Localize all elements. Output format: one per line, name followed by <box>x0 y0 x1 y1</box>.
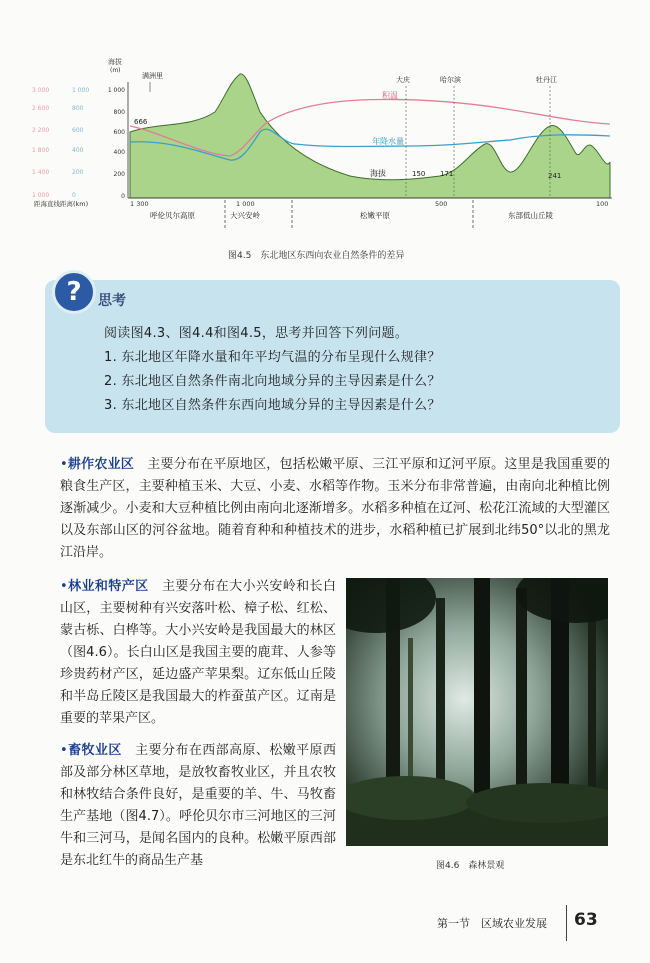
left-tick-a1: 3 000 <box>32 87 50 94</box>
think-question-1: 1. 东北地区年降水量和年平均气温的分布呈现什么规律？ <box>104 350 441 365</box>
figure-4-5-caption: 图4.5 东北地区东西向农业自然条件的差异 <box>228 251 405 261</box>
place-manzhouli: 满洲里 <box>142 72 163 80</box>
y-tick-200: 200 <box>113 171 125 178</box>
think-intro: 阅读图4.3、图4.4和图4.5，思考并回答下列问题。 <box>104 326 409 341</box>
y-tick-800: 800 <box>113 109 125 116</box>
footer-section-title: 第一节 区域农业发展 <box>437 917 547 930</box>
linye-paragraph: •林业和特产区 主要分布在大小兴安岭和长白山区，主要树种有兴安落叶松、樟子松、红松、蒙古栎、白桦等。大小兴安岭是我国最大的林区（图4.6）。长白山区是我国主要的鹿茸、人参等珍贵药材产区，延边盛产苹果梨。辽东低山丘陵和半岛丘陵区是我国最大的柞蚕茧产区。辽南是重要的苹果产区。 <box>60 579 336 726</box>
gengzuo-text: 主要分布在平原地区，包括松嫩平原、三江平原和辽河平原。这里是我国重要的粮食生产区，主要种植玉米、大豆、小麦、水稻等作物。玉米分布非常普遍，由南向北种植比例逐渐减少。小麦和大豆种植比例由南向北逐渐增多。水稻多种植在辽河、松花江流域的大型灌区以及东部山区的河谷盆地。随着育种和种植技术的进步，水稻种植已扩展到北纬50°以北的黑龙江沿岸。 <box>60 457 610 560</box>
y-unit-label: 海拔 <box>108 58 122 66</box>
page-number: 63 <box>574 910 598 930</box>
left-tick-a5: 1 400 <box>32 169 50 176</box>
think-question-3: 3. 东北地区自然条件东西向地域分异的主导因素是什么？ <box>104 398 441 413</box>
place-haerbin: 哈尔滨 <box>440 76 461 84</box>
region-dongbu: 东部低山丘陵 <box>508 211 553 220</box>
left-tick-b6: 0 <box>72 192 76 199</box>
place-daqing: 大庆 <box>396 76 410 84</box>
figure-4-5-chart <box>30 52 620 242</box>
haiba-series-label: 海拔 <box>370 169 386 178</box>
x-tick-1300: 1 300 <box>130 200 149 208</box>
think-question-2: 2. 东北地区自然条件南北向地域分异的主导因素是什么？ <box>104 374 441 389</box>
left-tick-a4: 1 800 <box>32 147 50 154</box>
left-tick-a3: 2 200 <box>32 127 50 134</box>
elev-241-label: 241 <box>548 172 562 180</box>
left-tick-a6: 1 000 <box>32 192 50 199</box>
region-daxinganling: 大兴安岭 <box>230 211 260 220</box>
linye-title: 林业和特产区 <box>67 579 149 594</box>
x-tick-100: 100 <box>596 200 609 208</box>
elev-150-label: 150 <box>412 170 426 178</box>
jiangshui-series-label: 年降水量 <box>372 137 404 146</box>
elev-666-label: 666 <box>134 118 148 126</box>
footer-divider <box>566 905 567 941</box>
x-tick-500: 500 <box>435 200 448 208</box>
question-icon: ? <box>52 270 96 314</box>
left-tick-b4: 400 <box>72 147 84 154</box>
x-tick-1000: 1 000 <box>236 200 255 208</box>
think-title: 思考 <box>98 293 126 309</box>
elev-171-label: 171 <box>440 170 454 178</box>
y-tick-0: 0 <box>121 193 125 200</box>
linye-text: 主要分布在大小兴安岭和长白山区，主要树种有兴安落叶松、樟子松、红松、蒙古栎、白桦等。大小兴安岭是我国最大的林区（图4.6）。长白山区是我国主要的鹿茸、人参等珍贵药材产区，延边盛产苹果梨。辽东低山丘陵和半岛丘陵区是我国最大的柞蚕茧产区。辽南是重要的苹果产区。 <box>60 579 336 726</box>
terrain-profile-svg <box>30 52 620 242</box>
xumu-title: 畜牧业区 <box>67 743 122 758</box>
gengzuo-paragraph: •耕作农业区 主要分布在平原地区，包括松嫩平原、三江平原和辽河平原。这里是我国重要的粮食生产区，主要种植玉米、大豆、小麦、水稻等作物。玉米分布非常普遍，由南向北种植比例逐渐减少。小麦和大豆种植比例由南向北逐渐增多。水稻多种植在辽河、松花江流域的大型灌区以及东部山区的河谷盆地。随着育种和种植技术的进步，水稻种植已扩展到北纬50°以北的黑龙江沿岸。 <box>60 457 610 560</box>
y-tick-400: 400 <box>113 149 125 156</box>
left-tick-b3: 600 <box>72 127 84 134</box>
gengzuo-title: 耕作农业区 <box>67 457 135 472</box>
y-tick-1000: 1 000 <box>107 87 125 94</box>
x-axis-name: 距海直线距离(km) <box>34 200 89 208</box>
xumu-paragraph: •畜牧业区 主要分布在西部高原、松嫩平原西部及部分林区草地，是放牧畜牧业区，并且农牧和林牧结合条件良好，是重要的羊、牛、马牧畜生产基地（图4.7）。呼伦贝尔市三河地区的三河牛和三河马，是闻名国内的良种。松嫩平原西部是东北红牛的商品生产基 <box>60 743 336 868</box>
left-tick-b1: 1 000 <box>72 87 90 94</box>
region-hulunbeier: 呼伦贝尔高原 <box>150 211 195 220</box>
place-mudanjiang: 牡丹江 <box>536 76 557 84</box>
figure-4-6-caption: 图4.6 森林景观 <box>436 861 505 871</box>
y-tick-600: 600 <box>113 129 125 136</box>
forest-photo <box>346 578 608 846</box>
jiwen-series-label: 积温 <box>382 91 398 100</box>
region-songnen: 松嫩平原 <box>360 211 390 220</box>
left-tick-b5: 200 <box>72 169 84 176</box>
left-tick-a2: 2 600 <box>32 105 50 112</box>
left-tick-b2: 800 <box>72 105 84 112</box>
y-unit-m: (m) <box>110 67 121 74</box>
xumu-text: 主要分布在西部高原、松嫩平原西部及部分林区草地，是放牧畜牧业区，并且农牧和林牧结合条件良好，是重要的羊、牛、马牧畜生产基地（图4.7）。呼伦贝尔市三河地区的三河牛和三河马，是闻名国内的良种。松嫩平原西部是东北红牛的商品生产基 <box>60 743 336 868</box>
